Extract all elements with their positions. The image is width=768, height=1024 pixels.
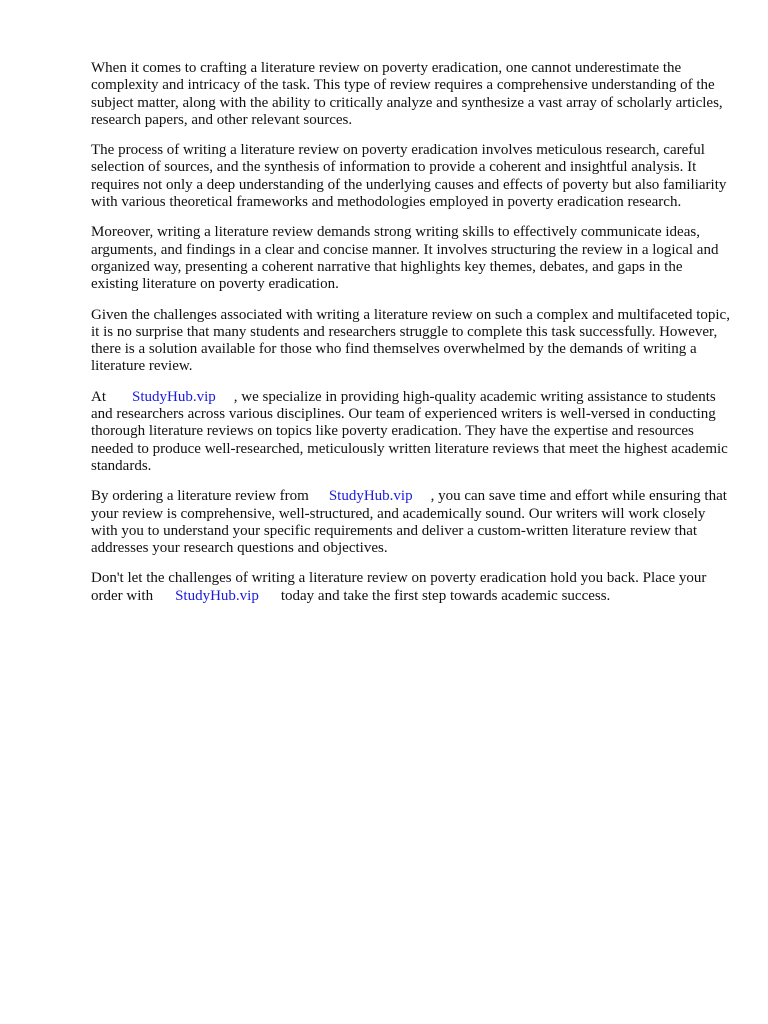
paragraph-2: The process of writing a literature review on poverty eradication involves meticulous research, careful selection of sources, and the synthesis of information to provide a coherent and insightful analysis. It requires not only a deep understanding of the underlying causes and effects of poverty but also familiarity with various theoretical frameworks and methodologies employed in poverty eradication research.	[91, 142, 727, 211]
paragraph-5	[91, 389, 731, 475]
paragraph-6	[91, 488, 731, 557]
paragraph-5-lead: At	[91, 388, 106, 405]
paragraph-7-text: today and take the first step towards academic success.	[280, 587, 611, 604]
paragraph-1: When it comes to crafting a literature review on poverty eradication, one cannot underestimate the complexity and intricacy of the task. This type of review requires a comprehensive understanding of the subject matter, along with the ability to critically analyze and synthesize a vast array of scholarly articles, research papers, and other relevant sources.	[91, 60, 723, 128]
paragraph-7-lead: Don't let the challenges of writing a literature review on poverty eradication hold you back. Place your order with	[91, 570, 707, 604]
paragraph-6-text: , you can save time and effort while ensuring that your review is comprehensive, well-structured, and academically sound. Our writers will work closely with you to understand your specific requirements and deliver a custom-written literature review that addresses your research questions and objectives.	[91, 488, 727, 557]
studyhub-link[interactable]: StudyHub.vip	[175, 587, 259, 604]
document-body	[91, 60, 731, 618]
studyhub-link[interactable]: StudyHub.vip	[132, 388, 216, 405]
paragraph-4: Given the challenges associated with writing a literature review on such a complex and multifaceted topic, it is no surprise that many students and researchers struggle to complete this task successfully. However, there is a solution available for those who find themselves overwhelmed by the demands of writing a literature review.	[91, 306, 730, 375]
paragraph-3: Moreover, writing a literature review demands strong writing skills to effectively communicate ideas, arguments, and findings in a clear and concise manner. It involves structuring the review in a logical and organized way, presenting a coherent narrative that highlights key themes, debates, and gaps in the existing literature on poverty eradication.	[91, 224, 719, 293]
paragraph-6-lead: By ordering a literature review from	[91, 488, 309, 505]
paragraph-5-text: , we specialize in providing high-quality academic writing assistance to students and researchers across various disciplines. Our team of experienced writers is well-versed in conducting thorough literature reviews on topics like poverty eradication. They have the expertise and resources needed to produce well-researched, meticulously written literature reviews that meet the highest academic standards.	[91, 388, 728, 474]
paragraph-7	[91, 570, 731, 605]
studyhub-link[interactable]: StudyHub.vip	[328, 488, 413, 505]
